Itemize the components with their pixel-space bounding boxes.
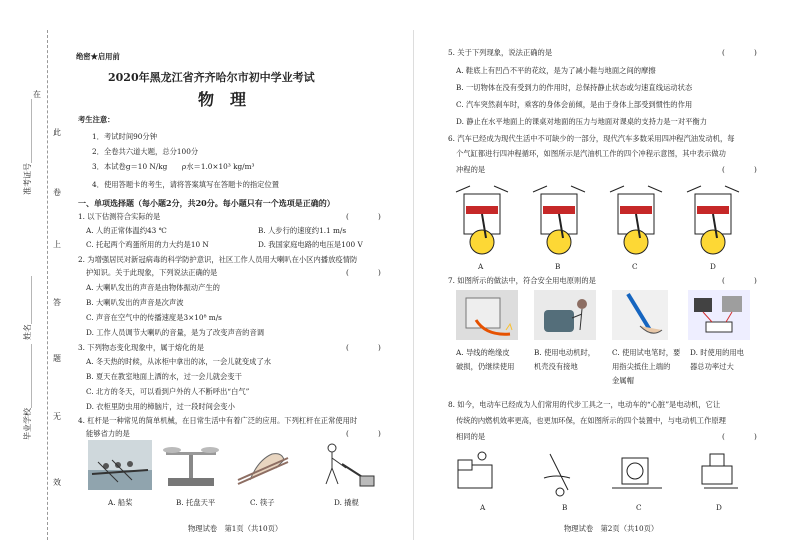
option-caption: A <box>478 262 484 271</box>
binding-char: 答 <box>53 298 61 307</box>
binding-char: 上 <box>53 240 61 249</box>
note-line: 2．全卷共六道大题，总分100分 <box>92 147 199 156</box>
question-4: 4. 杠杆是一种常见的简单机械，在日常生活中有着广泛的应用。下列杠杆在正常使用时 <box>78 416 358 425</box>
binding-char: 无 <box>53 412 61 421</box>
option: A. 人的正常体温约43 ℃ <box>86 226 167 235</box>
exam-title: 2020年黑龙江省齐齐哈尔市初中学业考试 <box>108 71 315 84</box>
option-caption: A. 船桨 <box>108 498 133 507</box>
option-caption: 破损，仍继续使用 <box>456 362 515 371</box>
answer-paren: ( ) <box>722 432 757 441</box>
option: A. 大喇叭发出的声音是由物体振动产生的 <box>86 283 220 292</box>
option: B. 一切物体在没有受到力的作用时，总保持静止状态或匀速直线运动状态 <box>456 83 693 92</box>
option: A. 鞋底上有凹凸不平的花纹，是为了减小鞋与地面之间的摩擦 <box>456 66 656 75</box>
question-6: 冲程的是 <box>456 165 486 174</box>
question-4: 能够省力的是 <box>86 429 130 438</box>
option-caption: 机壳没有接地 <box>534 362 578 371</box>
secret-mark: 绝密★启用前 <box>76 52 120 61</box>
overloaded-outlet-image <box>688 290 750 340</box>
option: B. 人步行的速度约1.1 m/s <box>258 226 347 235</box>
option-caption: C. 筷子 <box>250 498 275 507</box>
page-footer: 物理试卷 第2页（共10页） <box>564 524 659 533</box>
option-caption: D <box>716 503 722 512</box>
binding-char: 题 <box>53 354 61 363</box>
option-caption: 金属帽 <box>612 376 634 385</box>
question-2: 护知识。关于此现象，下列说法正确的是 <box>86 268 218 277</box>
notes-title: 考生注意： <box>78 115 115 124</box>
chopsticks-image <box>236 440 290 490</box>
answer-paren: ( ) <box>346 343 381 352</box>
subject-title: 物 理 <box>198 90 247 109</box>
option-caption: 器总功率过大 <box>690 362 734 371</box>
option-caption: 用指尖抵住上端的 <box>612 362 671 371</box>
crowbar-image <box>320 440 376 490</box>
question-3: 3. 下列物态变化现象中，属于熔化的是 <box>78 343 205 352</box>
question-8: 传统的内燃机效率更高，也更加环保，在如图所示的四个装置中，与电动机工作原理 <box>456 416 726 425</box>
balance-scale-image <box>160 440 222 490</box>
option: D. 静止在水平地面上的课桌对地面的压力与地面对课桌的支持力是一对平衡力 <box>456 117 708 126</box>
test-pen-image <box>612 290 668 340</box>
damaged-wire-image <box>456 290 518 340</box>
binding-char: 此 <box>53 128 61 137</box>
cut-line <box>47 30 48 540</box>
question-2: 2. 为增强居民对新冠病毒的科学防护意识，社区工作人员用大喇叭在小区内播放疫情防 <box>78 255 358 264</box>
option: D. 衣柜里防虫用的樟脑片，过一段时间会变小 <box>86 402 235 411</box>
question-6: 个气缸都进行四冲程循环，如图所示是汽油机工作的四个冲程示意图，其中表示做功 <box>456 149 726 158</box>
option-caption: B <box>555 262 561 271</box>
name-field: 姓名____________ <box>23 276 32 340</box>
option: C. 声音在空气中的传播速度是3×10⁸ m/s <box>86 313 222 322</box>
binding-char: 卷 <box>53 188 61 197</box>
option-caption: A <box>480 503 486 512</box>
option-caption: D <box>710 262 716 271</box>
question-1: 1. 以下估测符合实际的是 <box>78 212 161 221</box>
engine-strokes-diagram <box>450 180 750 258</box>
note-line: 3．本试卷g＝10 N/kg ρ水＝1.0×10³ kg/m³ <box>92 162 255 171</box>
option: C. 汽车突然刹车时，乘客的身体会前倾，是由于身体上部受到惯性的作用 <box>456 100 693 109</box>
question-6: 6. 汽车已经成为现代生活中不可缺少的一部分，现代汽车多数采用四冲程汽油发动机，每 <box>448 134 735 143</box>
question-7: 7. 如图所示的做法中，符合安全用电原则的是 <box>448 276 596 285</box>
option: B. 夏天在教室地面上洒的水，过一会儿就会变干 <box>86 372 242 381</box>
option-caption: D. 撬棍 <box>334 498 359 507</box>
option: D. 工作人员调节大喇叭的音量，是为了改变声音的音调 <box>86 328 265 337</box>
option: D. 我国家庭电路的电压是100 V <box>258 240 363 249</box>
option-caption: B. 托盘天平 <box>176 498 216 507</box>
answer-paren: ( ) <box>346 429 381 438</box>
school-field: 毕业学校________________ <box>23 344 32 440</box>
note-line: 4．使用答题卡的考生，请将答案填写在答题卡的指定位置 <box>92 180 280 189</box>
answer-paren: ( ) <box>722 165 757 174</box>
option-caption: A. 导线的绝缘皮 <box>456 348 510 357</box>
answer-paren: ( ) <box>722 48 757 57</box>
motor-image <box>534 290 596 340</box>
option: C. 托起两个鸡蛋所用的力大约是10 N <box>86 240 209 249</box>
question-8: 8. 如今，电动车已经成为人们常用的代步工具之一，电动车的“心脏”是电动机，它让 <box>448 400 721 409</box>
binding-char: 效 <box>53 478 61 487</box>
question-8: 相同的是 <box>456 432 486 441</box>
option: A. 冬天热的时候，从冰柜中拿出的冰，一会儿就变成了水 <box>86 357 272 366</box>
exam-number-field: 准考证号________________ <box>23 99 32 195</box>
binding-char: 在 <box>33 90 41 99</box>
option-caption: C. 使用试电笔时，要 <box>612 348 681 357</box>
option: C. 北方的冬天，可以看到户外的人不断呼出“白气” <box>86 387 250 396</box>
answer-paren: ( ) <box>722 276 757 285</box>
page-divider <box>413 30 414 540</box>
option-caption: B <box>562 503 568 512</box>
answer-paren: ( ) <box>346 268 381 277</box>
option: B. 大喇叭发出的声音是次声波 <box>86 298 184 307</box>
question-5: 5. 关于下列现象，说法正确的是 <box>448 48 553 57</box>
motor-principle-diagrams <box>452 448 752 500</box>
rowing-boat-image <box>88 440 152 490</box>
page-footer: 物理试卷 第1页（共10页） <box>188 524 283 533</box>
option-caption: C <box>636 503 642 512</box>
option-caption: B. 使用电动机时， <box>534 348 596 357</box>
option-caption: D. 时使用的用电 <box>690 348 745 357</box>
note-line: 1．考试时间90分钟 <box>92 132 158 141</box>
section-heading: 一、单项选择题（每小题2分，共20分。每小题只有一个选项是正确的） <box>78 198 335 208</box>
option-caption: C <box>632 262 638 271</box>
answer-paren: ( ) <box>346 212 381 221</box>
